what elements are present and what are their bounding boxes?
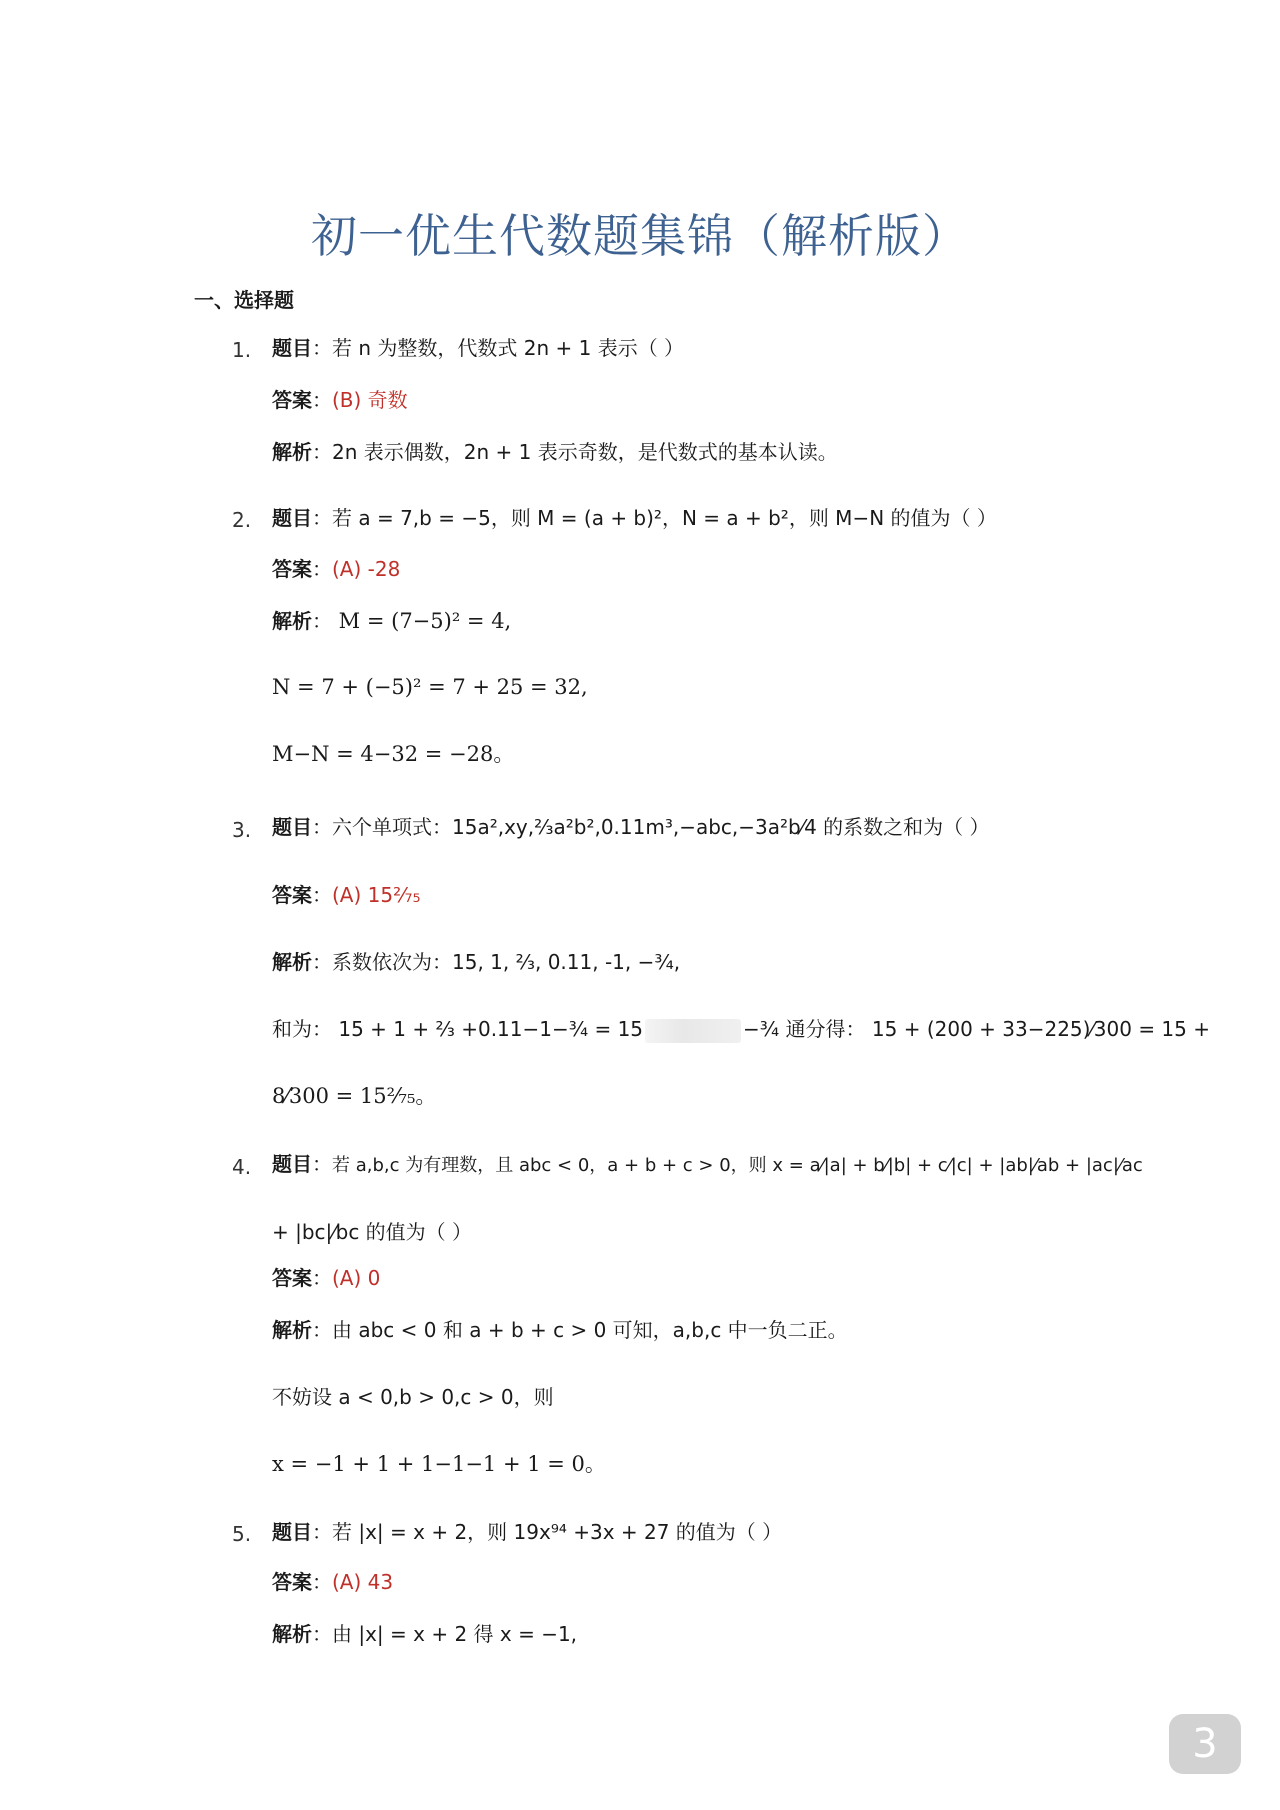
answer-label: 答案 <box>272 388 312 412</box>
label-colon: ： <box>312 388 332 412</box>
label-colon: ： <box>312 815 332 839</box>
analysis-label: 解析 <box>272 950 312 974</box>
analysis-line <box>272 609 511 634</box>
section-heading: 一、选择题 <box>194 288 294 312</box>
question-line <box>272 506 997 531</box>
question-label: 题目 <box>272 336 312 360</box>
answer-line <box>272 1266 380 1291</box>
analysis-text: 不妨设 a < 0,b > 0,c > 0，则 <box>272 1385 554 1409</box>
question-number: 2. <box>232 508 252 532</box>
label-colon: ： <box>312 557 332 581</box>
question-line <box>272 1520 782 1545</box>
label-colon: ： <box>312 1520 332 1544</box>
document-title: 初一优生代数题集锦（解析版） <box>311 209 969 263</box>
analysis-label: 解析 <box>272 440 312 464</box>
analysis-text: x = −1 + 1 + 1−1−1 + 1 = 0。 <box>272 1452 606 1476</box>
analysis-line <box>272 950 680 975</box>
label-colon: ： <box>312 1570 332 1594</box>
label-colon: ： <box>312 336 332 360</box>
analysis-line <box>272 1017 1210 1043</box>
label-colon: ： <box>312 1266 332 1290</box>
image-smudge <box>645 1019 741 1043</box>
answer-line <box>272 1570 393 1595</box>
question-line <box>272 336 684 361</box>
analysis-line <box>272 440 838 465</box>
question-number: 1. <box>232 338 252 362</box>
question-number: 3. <box>232 818 252 842</box>
question-label: 题目 <box>272 506 312 530</box>
analysis-text: −³⁄₄ 通分得： 15 + (200 + 33−225)⁄300 = 15 + <box>743 1017 1210 1041</box>
analysis-text: 8⁄300 = 15²⁄₇₅。 <box>272 1084 437 1108</box>
analysis-text: 由 |x| = x + 2 得 x = −1, <box>332 1622 578 1646</box>
answer-text: (B) 奇数 <box>332 388 408 412</box>
analysis-text: M = (7−5)² = 4, <box>332 609 512 633</box>
question-label: 题目 <box>272 1152 312 1176</box>
analysis-text: N = 7 + (−5)² = 7 + 25 = 32, <box>272 675 588 699</box>
answer-label: 答案 <box>272 883 312 907</box>
answer-line <box>272 557 400 582</box>
analysis-label: 解析 <box>272 609 312 633</box>
analysis-text: 由 abc < 0 和 a + b + c > 0 可知，a,b,c 中一负二正。 <box>332 1318 848 1342</box>
label-colon: ： <box>312 1152 332 1176</box>
label-colon: ： <box>312 609 332 633</box>
question-label: 题目 <box>272 815 312 839</box>
question-line <box>272 1152 1143 1177</box>
analysis-label: 解析 <box>272 1318 312 1342</box>
label-colon: ： <box>312 440 332 464</box>
label-colon: ： <box>312 950 332 974</box>
analysis-text: 系数依次为：15, 1, ²⁄₃, 0.11, -1, −³⁄₄, <box>332 950 681 974</box>
label-colon: ： <box>312 883 332 907</box>
label-colon: ： <box>312 1622 332 1646</box>
answer-line <box>272 883 421 908</box>
question-text: + |bc|⁄bc 的值为（ ） <box>272 1220 473 1244</box>
question-number: 5. <box>232 1522 252 1546</box>
answer-text: (A) 15²⁄₇₅ <box>332 883 421 907</box>
question-line <box>272 815 990 840</box>
answer-label: 答案 <box>272 1266 312 1290</box>
question-text: 若 a = 7,b = −5，则 M = (a + b)²，N = a + b²，则 M−N 的值为（ ） <box>332 506 997 530</box>
answer-line <box>272 388 408 413</box>
analysis-label: 解析 <box>272 1622 312 1646</box>
question-text: 若 a,b,c 为有理数，且 abc < 0，a + b + c > 0，则 x = a⁄|a| + b⁄|b| + c⁄|c| + |ab|⁄ab + |ac|⁄ac <box>332 1155 1143 1176</box>
question-text: 六个单项式：15a²,xy,²⁄₃a²b²,0.11m³,−abc,−3a²b⁄4 的系数之和为（ ） <box>332 815 990 839</box>
answer-text: (A) -28 <box>332 557 401 581</box>
question-text: 若 |x| = x + 2，则 19x⁹⁴ +3x + 27 的值为（ ） <box>332 1520 783 1544</box>
analysis-text: 2n 表示偶数，2n + 1 表示奇数，是代数式的基本认读。 <box>332 440 838 464</box>
label-colon: ： <box>312 1318 332 1342</box>
page-number-badge: 3 <box>1169 1714 1241 1774</box>
question-text: 若 n 为整数，代数式 2n + 1 表示（ ） <box>332 336 685 360</box>
answer-label: 答案 <box>272 1570 312 1594</box>
analysis-line <box>272 1622 577 1647</box>
analysis-text: 和为： 15 + 1 + ²⁄₃ +0.11−1−³⁄₄ = 15 <box>272 1017 644 1041</box>
analysis-text: M−N = 4−32 = −28。 <box>272 742 515 766</box>
question-number: 4. <box>232 1155 252 1179</box>
answer-text: (A) 0 <box>332 1266 381 1290</box>
answer-text: (A) 43 <box>332 1570 394 1594</box>
question-label: 题目 <box>272 1520 312 1544</box>
label-colon: ： <box>312 506 332 530</box>
answer-label: 答案 <box>272 557 312 581</box>
analysis-line <box>272 1318 848 1343</box>
